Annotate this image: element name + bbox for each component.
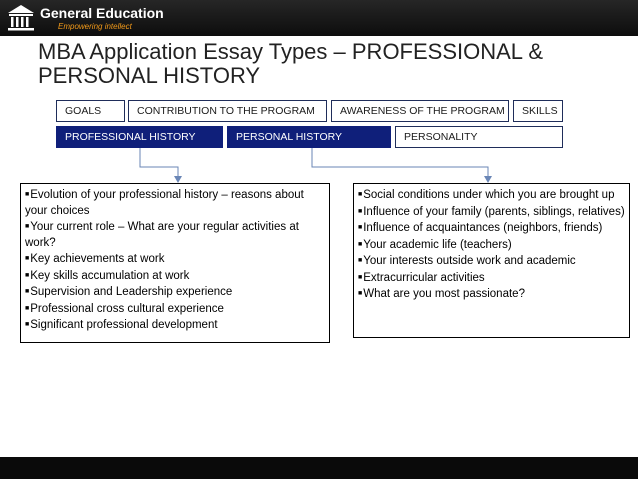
list-item-text: Professional cross cultural experience: [30, 302, 224, 315]
list-item-text: Significant professional development: [30, 319, 218, 331]
list-item: ■What are you most passionate?: [358, 288, 525, 300]
list-item: ■Influence of acquaintances (neighbors, friends): [358, 222, 603, 234]
logo-tagline: Empowering intellect: [58, 22, 132, 31]
list-item: ■Key achievements at work: [25, 253, 165, 265]
tab-personality[interactable]: PERSONALITY: [395, 126, 563, 148]
list-item: ■Extracurricular activities: [358, 271, 485, 284]
tab-contribution-to-the-program[interactable]: CONTRIBUTION TO THE PROGRAM: [128, 100, 327, 122]
list-item-text: Extracurricular activities: [363, 271, 485, 284]
list-item-text: Key skills accumulation at work: [30, 269, 190, 282]
footer-bar: [0, 457, 638, 479]
tab-professional-history[interactable]: PROFESSIONAL HISTORY: [56, 126, 223, 148]
list-item-text: Supervision and Leadership experience: [30, 286, 233, 298]
logo-title: General Education: [40, 5, 164, 21]
list-item: ■Significant professional development: [25, 319, 218, 331]
list-item-text: Influence of acquaintances (neighbors, friends): [363, 222, 603, 234]
list-item: ■Key skills accumulation at work: [25, 269, 190, 282]
list-item-text: Your current role – What are your regular activities at work?: [25, 221, 299, 249]
personal-history-list: [358, 187, 625, 303]
list-item: ■Supervision and Leadership experience: [25, 286, 233, 298]
professional-connector-arrow: [140, 148, 182, 183]
list-item: ■Your academic life (teachers): [358, 238, 512, 251]
list-item-text: Social conditions under which you are brought up: [363, 189, 615, 201]
tab-skills[interactable]: SKILLS: [513, 100, 563, 122]
list-item-text: What are you most passionate?: [363, 288, 525, 300]
list-item: ■Influence of your family (parents, siblings, relatives): [358, 205, 625, 218]
list-item: ■Your interests outside work and academic: [358, 255, 576, 267]
list-item-text: Your interests outside work and academic: [363, 255, 576, 267]
professional-history-box: [20, 183, 330, 343]
tab-goals[interactable]: GOALS: [56, 100, 125, 122]
slide-title-line-1: MBA Application Essay Types – PROFESSIONAL &: [38, 39, 544, 64]
tab-awareness-of-the-program[interactable]: AWARENESS OF THE PROGRAM: [331, 100, 509, 122]
professional-history-list: [25, 187, 325, 334]
list-item-text: Key achievements at work: [30, 253, 165, 265]
list-item-text: Influence of your family (parents, siblings, relatives): [363, 205, 625, 218]
tab-personal-history[interactable]: PERSONAL HISTORY: [227, 126, 391, 148]
list-item-text: Evolution of your professional history – reasons about your choices: [25, 189, 304, 217]
list-item: ■Evolution of your professional history – reasons about your choices: [25, 189, 304, 217]
list-item: ■Your current role – What are your regular activities at work?: [25, 221, 299, 249]
personal-history-box: [353, 183, 630, 338]
personal-connector-arrow: [312, 148, 492, 183]
list-item-text: Your academic life (teachers): [363, 238, 512, 251]
list-item: ■Social conditions under which you are brought up: [358, 189, 615, 201]
slide-title-line-2: PERSONAL HISTORY: [38, 63, 261, 88]
list-item: ■Professional cross cultural experience: [25, 302, 224, 315]
